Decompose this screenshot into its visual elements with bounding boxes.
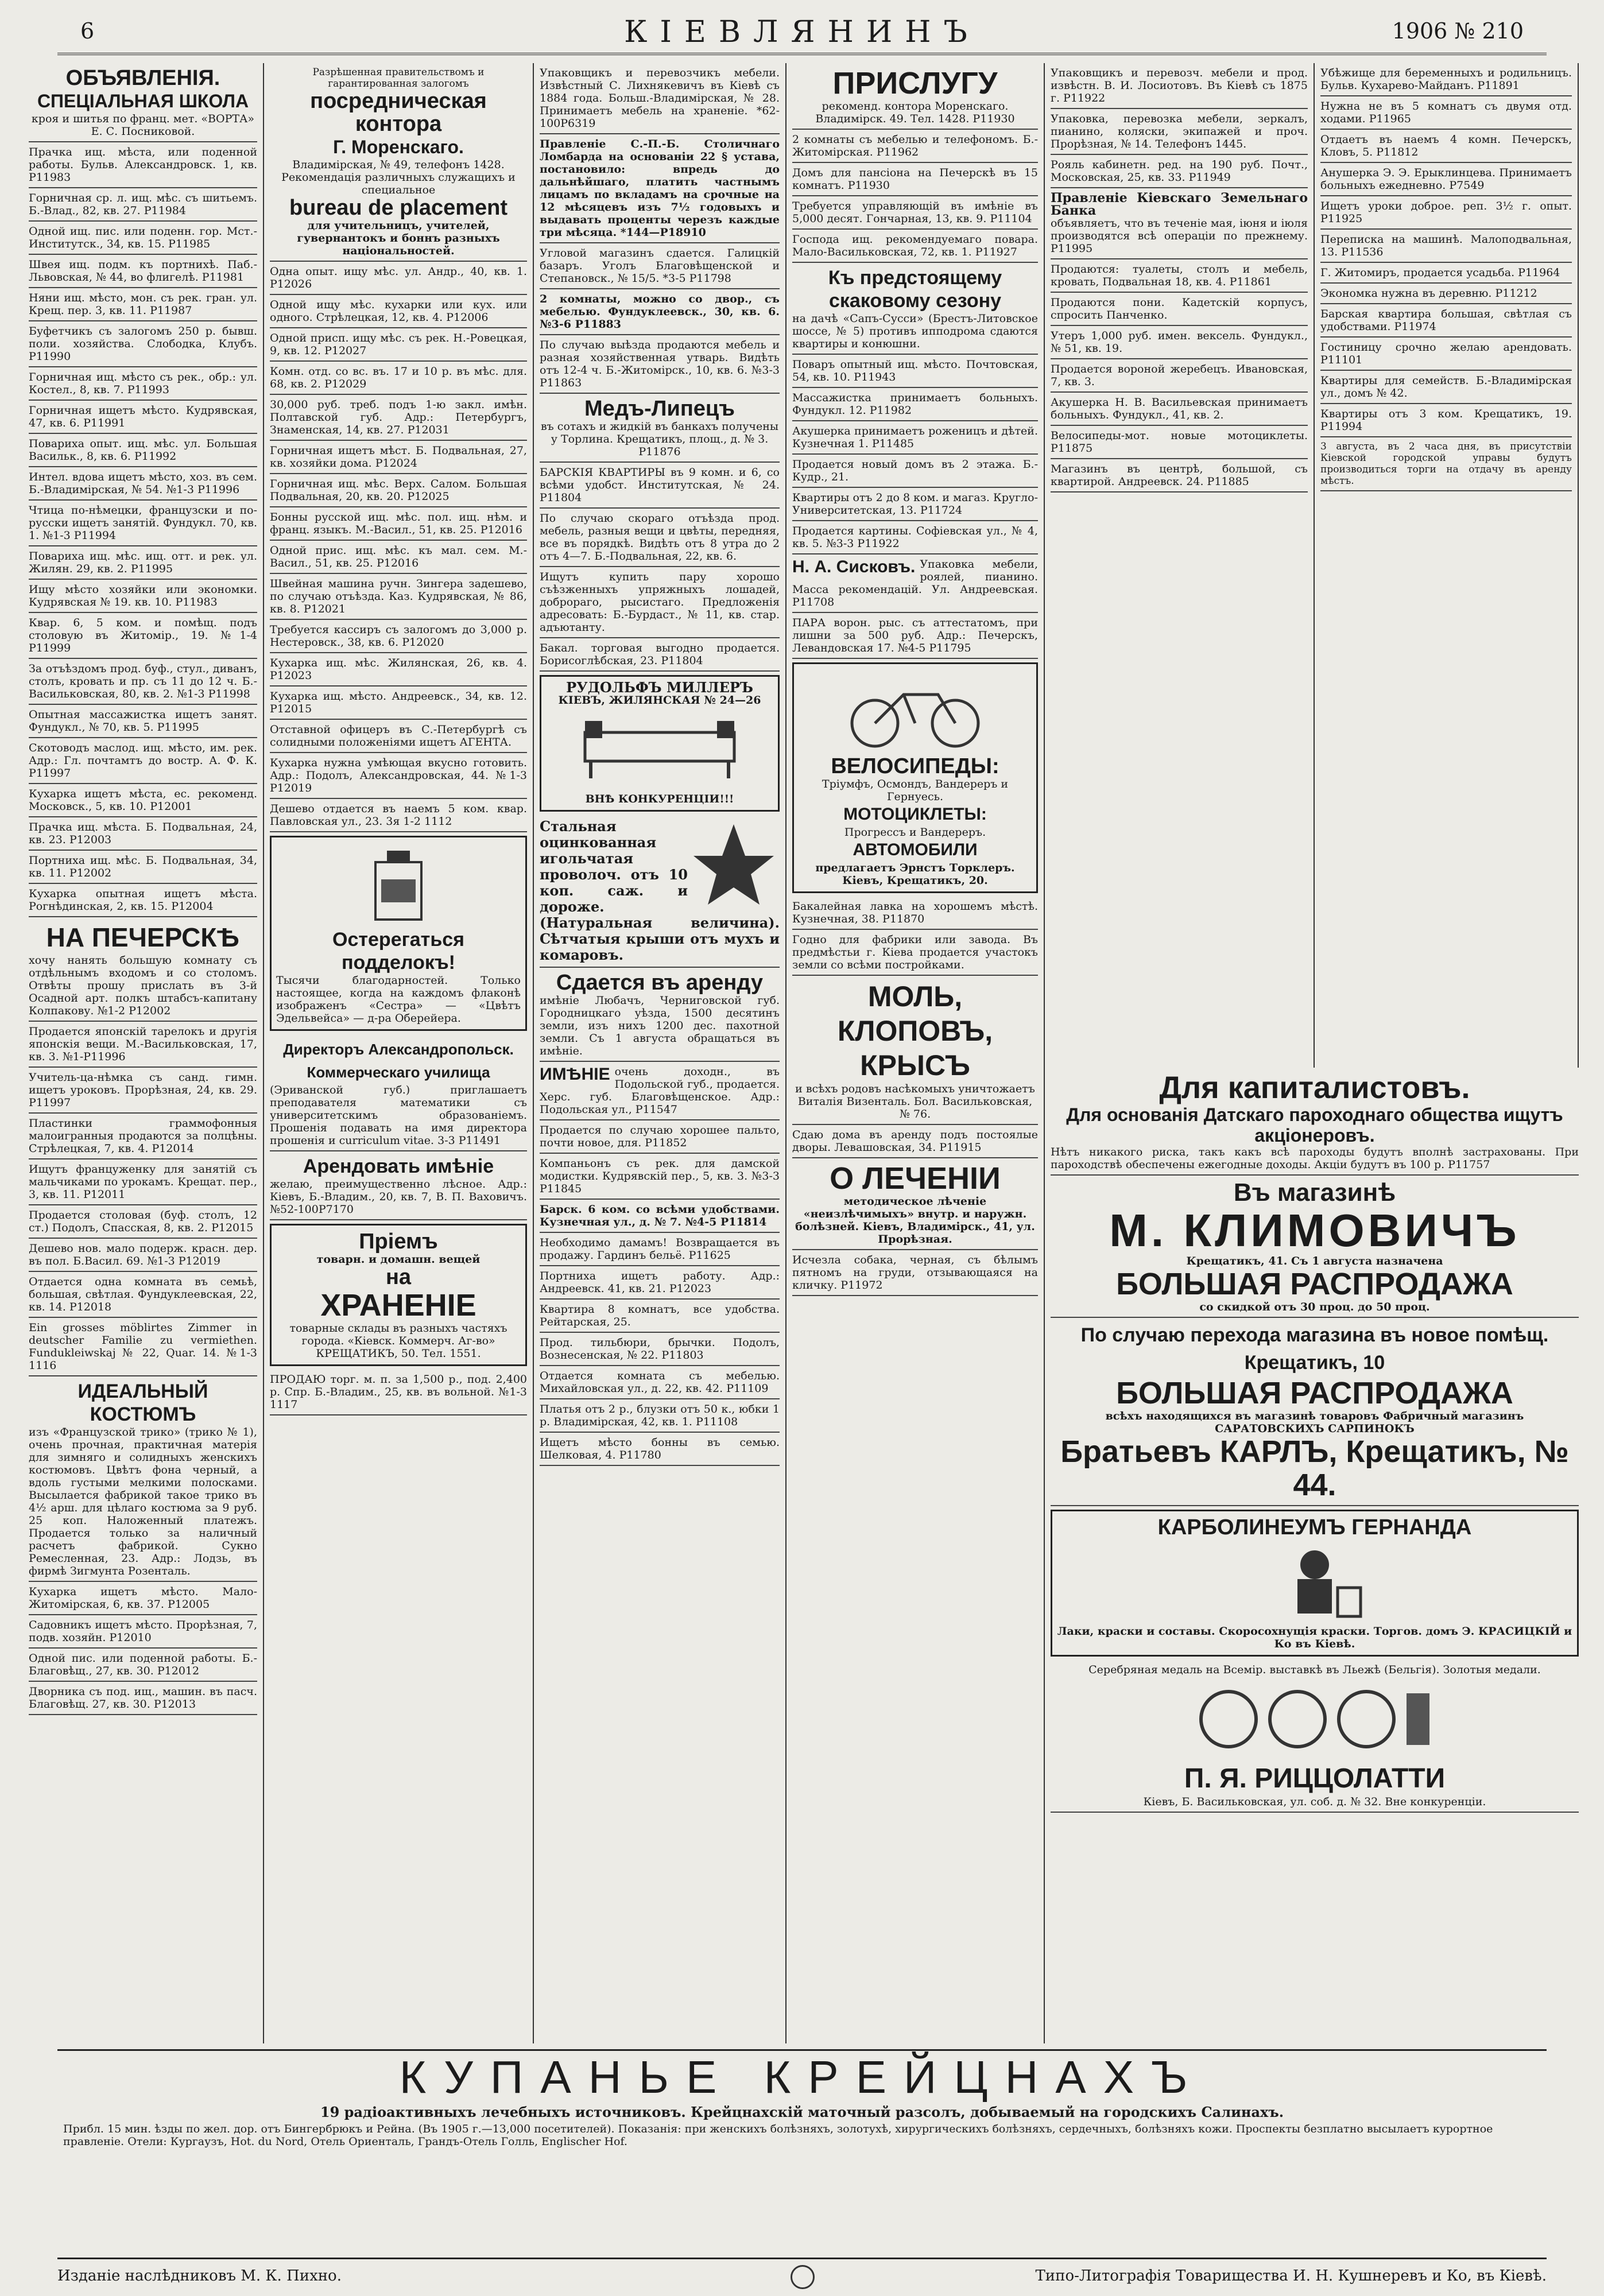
classified-ad: Барск. 6 ком. со всѣми удобствами. Кузнечная ул., д. № 7. №4-5 Р11814 [540,1200,780,1233]
classified-ad: Кухарка нужна умѣющая вкусно готовить. Адр.: Подолъ, Александровская, 44. №1-3 Р12019 [270,753,527,799]
footer-printer: Типо-Литографія Товарищества И. Н. Кушнеревъ и Ко, въ Кіевѣ. [1035,2267,1547,2285]
classified-ad: Одной ищу мѣс. кухарки или кух. или одного. Стрѣлецкая, 12, кв. 4. Р12006 [270,295,527,328]
move-text: По случаю перехода магазина въ новое помѣщ. Крещатикъ, 10 [1080,1324,1549,1374]
column-2 [264,63,534,2043]
classified-ad: Нужна не въ 5 комнатъ съ двумя отд. ходами. Р11965 [1320,96,1572,130]
classified-ad: По случаю скораго отъѣзда прод. мебель, разныя вещи и цвѣты, передняя, все въ порядкѣ. Видѣть отъ 8 утра до 2 отъ 4—7. Б.-Подвальная, 22, кв. 6. [540,509,780,567]
classified-ad: Повариха ищ. мѣс. ищ. отт. и рек. ул. Жилян. 29, кв. 2. Р11995 [29,546,257,580]
bank-text: объявляетъ, что въ теченіе мая, іюня и іюля производятся всѣ операціи по прежнему. Р11995 [1051,217,1308,255]
classified-ad: Отдаетъ въ наемъ 4 комн. Печерскъ, Кловъ, 5. Р11812 [1320,130,1572,163]
classified-ad: Кухарка опытная ищетъ мѣста. Рогнѣдинская, 2, кв. 15. Р12004 [29,884,257,917]
classified-ad: Горничная ищетъ мѣсто. Кудрявская, 47, кв. 6. Р11991 [29,401,257,434]
servant-title: ПРИСЛУГУ [832,66,998,100]
rent-title: Арендовать имѣніе [303,1155,494,1177]
moth-title: МОЛЬ, КЛОПОВЪ, КРЫСЪ [837,980,993,1081]
classified-ad: Сдаю дома въ аренду подъ постоялые дворы. Левашовская, 34. Р11915 [792,1125,1038,1158]
classified-ad: Одна опыт. ищу мѣс. ул. Андр., 40, кв. 1. Р12026 [270,262,527,295]
school-text: кроя и шитья по франц. мет. «ВОРТА» Е. С. Посниковой. [31,113,255,138]
emblem-icon [791,2265,815,2289]
classified-ad: Бонны русской ищ. мѣс. пол. ищ. нѣм. и франц. языкъ. М.-Васил., 51, кв. 25. Р12016 [270,507,527,541]
karbolineum-ad [1051,1510,1579,1657]
classified-ad: Повариха опыт. ищ. мѣс. ул. Большая Васильк., 8, кв. 6. Р11992 [29,434,257,467]
ritz-ad [1051,1660,1579,1813]
bicycle-illustration [799,669,1032,755]
classified-ad: Дворника съ под. ищ., машин. въ пасч. Благовѣщ. 27, кв. 30. Р12013 [29,1682,257,1715]
classified-ad: Дешево отдается въ наемъ 5 ком. квар. Павловская ул., 23. 3я 1-2 1112 [270,799,527,832]
classified-ad: Комн. отд. со вс. въ. 17 и 10 р. въ мѣс. для. 68, кв. 2. Р12029 [270,362,527,395]
classified-ad: Гостиницу срочно желаю арендовать. Р11101 [1320,338,1572,371]
classified-ad: Исчезла собака, черная, съ бѣлымъ пятномъ на груди, отзывающаяся на кличку. Р11972 [792,1250,1038,1296]
shop-pre: Въ магазинѣ [1233,1178,1396,1207]
classified-ad: Учитель-ца-нѣмка съ санд. гимн. ищетъ уроковъ. Прорѣзная, 24, кв. 29. Р11997 [29,1068,257,1114]
servant-text: рекоменд. контора Моренскаго. Владимірск. 49. Тел. 1428. Р11930 [815,100,1015,125]
bottle-illustration [276,842,521,928]
classified-ad: БАРСКІЯ КВАРТИРЫ въ 9 комн. и 6, со всѣми удобст. Институтская, № 24. Р11804 [540,463,780,509]
storage-text: товарные склады въ разныхъ частяхъ города. «Кіевск. Коммерч. Аг-во» КРЕЩАТИКЪ, 50. Тел. 1551. [289,1322,507,1360]
moto-title: МОТОЦИКЛЕТЫ: [843,805,987,824]
classified-ad: Одной ищ. пис. или поденн. гор. Мст.-Институтск., 34, кв. 15. Р11985 [29,222,257,255]
classified-ad: Горничная ищ. мѣс. Верх. Салом. Большая Подвальная, 20, кв. 20. Р12025 [270,474,527,507]
classified-ad: Прачка ищ. мѣста, или поденной работы. Бульв. Александровск. 1, кв. Р11983 [29,142,257,188]
storage-na: на [385,1265,412,1289]
classified-ad: Опытная массажистка ищетъ занят. Фундукл., № 70, кв. 5. Р11995 [29,705,257,738]
classified-ad: Кухарка ищ. мѣс. Жилянская, 26, кв. 4. Р12023 [270,653,527,687]
column-3 [534,63,786,2043]
classified-ad: Поваръ опытный ищ. мѣсто. Почтовская, 54, кв. 10. Р11943 [792,355,1038,388]
wide-ad-block [1051,1068,1579,2043]
classified-ad: Рояль кабинетн. ред. на 190 руб. Почт., Московская, 25, кв. 33. Р11949 [1051,155,1308,188]
siskov-text: Упаковка мебели, роялей, пианино. Масса рекомендацій. Ул. Андреевская. Р11708 [792,558,1038,608]
bottom-title: КУПАНЬЕ КРЕЙЦНАХЪ [399,2051,1205,2103]
ritz-title: П. Я. РИЦЦОЛАТТИ [1184,1763,1446,1794]
classified-ad: Садовникъ ищетъ мѣсто. Прорѣзная, 7, подв. хозяйн. Р12010 [29,1615,257,1649]
classified-ad: Продается столовая (буф. столъ, 12 ст.) Подолъ, Спасская, 8, кв. 2. Р12015 [29,1205,257,1239]
capital-sub: Для основанія Датскаго пароходнаго общества ищутъ акціонеровъ. [1066,1104,1563,1146]
classified-ad: Компаньонъ съ рек. для дамской модистки. Кудрявскій пер., 5, кв. 3. №3-3 Р11845 [540,1154,780,1200]
estate-title: ИМѢНІЕ [540,1065,610,1084]
auto-title: АВТОМОБИЛИ [853,840,978,859]
ads-list-1 [29,142,257,917]
classified-ad: Одной пис. или поденной работы. Б.-Благовѣщ., 27, кв. 30. Р12012 [29,1649,257,1682]
classified-ad: Горничная ищетъ мѣст. Б. Подвальная, 27, кв. хозяйки дома. Р12024 [270,441,527,474]
sale-big-2: БОЛЬШАЯ РАСПРОДАЖА [1116,1376,1513,1410]
newspaper-title: КІЕВЛЯНИНЪ [624,15,980,49]
school-title: СПЕЦІАЛЬНАЯ ШКОЛА [37,91,249,111]
wire-text: Стальная оцинкованная игольчатая проволоч. отъ 10 коп. саж. и дороже. (Натуральная величина). Сѣтчатыя крыши отъ мухъ и комаровъ. [540,818,780,963]
karl: Братьевъ КАРЛЪ, Крещатикъ, № 44. [1060,1434,1569,1502]
classified-ad: Требуется управляющій въ имѣніе въ 5,000 десят. Гончарная, 13, кв. 9. Р11104 [792,196,1038,230]
issue-number: 1906 № 210 [1392,18,1524,44]
honey-text: въ сотахъ и жидкій въ банкахъ получены у Торлина. Крещатикъ, площ., д. № 3. Р11876 [540,420,779,458]
classified-ad: Ищетъ уроки доброе. реп. 3½ г. опыт. Р11925 [1320,196,1572,230]
season-text: на дачѣ «Сапъ-Сусси» (Брестъ-Литовское шоссе, № 5) противъ ипподрома сдаются квартиры и конюшни. [792,312,1038,350]
classified-ad: Продается картины. Софіевская ул., № 4, кв. 5. №3-3 Р11922 [792,521,1038,554]
classified-ad: Кухарка ищ. мѣсто. Андреевск., 34, кв. 12. Р12015 [270,687,527,720]
storage-big: ХРАНЕНІЕ [320,1288,476,1322]
classified-ad: Продается по случаю хорошее пальто, почти новое, для. Р11852 [540,1120,780,1154]
contor-text: Владимірская, № 49, телефонъ 1428. Рекомендація различныхъ служащихъ и специальное [281,158,516,196]
ideal-text: изъ «Французской трико» (трико № 1), очень прочная, практичная матерія для зимняго и солидныхъ женскихъ костюмовъ. Цвѣтъ фона черный, а вдоль густыми мелкими полосками. Высылается фабрикой такое трико въ 4½ арш. для цѣлаго костюма за 9 руб. 25 коп. Наложенный платежъ. Продается только за наличный расчетъ фабрикой. Сукно Ремесленная, 23. Адр.: Лодзь, въ фирмѣ Зигмунта Розенталь. [29,1426,257,1577]
storage-title: Пріемъ [359,1230,438,1254]
medal-illustration [1051,1676,1579,1762]
classified-ad: Ищетъ мѣсто бонны въ семью. Шелковая, 4. Р11780 [540,1433,780,1466]
classified-ad: Бакалейная лавка на хорошемъ мѣстѣ. Кузнечная, 38. Р11870 [792,897,1038,930]
classified-ad: Кухарка ищетъ мѣсто. Мало-Житомірская, 6, кв. 37. Р12005 [29,1582,257,1615]
horses-text: ПАРА ворон. рыс. съ аттестатомъ, при лишни за 500 руб. Адр.: Печерскъ, Левандовская 17. №4-5 Р11795 [792,613,1038,659]
classified-ad: Швея ищ. подм. къ портнихѣ. Паб.-Львовская, № 44, во флигелѣ. Р11981 [29,255,257,288]
classified-ad: Анушерка Э. Э. Ерыклинцева. Принимаетъ больныхъ ежедневно. Р7549 [1320,163,1572,196]
moto-brands: Прогрессъ и Вандереръ. [844,826,986,839]
classified-ad: Необходимо дамамъ! Возвращается въ продажу. Гардинъ бельё. Р11625 [540,1233,780,1266]
auto-dealer: предлагаетъ Эрнстъ Торклеръ. Кіевъ, Крещатикъ, 20. [815,862,1015,887]
miller-ad [540,675,780,812]
classified-ad: По случаю выѣзда продаются мебель и разная хозяйственная утварь. Видѣть отъ 12-4 ч. Б.-Житомірск., 10, кв. 6. №3-3 Р11863 [540,335,780,394]
classified-ad: Горничная ищ. мѣсто съ рек., обр.: ул. Костел., 8, кв. 7. Р11993 [29,367,257,401]
bicycle-ad [792,662,1038,893]
classified-ad: Буфетчикъ съ залогомъ 250 р. бывш. поли. хозяйства. Слободка, Клубъ. Р11990 [29,321,257,367]
contor-name: Г. Моренскаго. [333,137,464,157]
bank-title: Правленіе Кіевскаго Земельнаго Банка [1051,191,1308,218]
classified-ad: Скотоводъ маслод. ищ. мѣсто, им. рек. Адр.: Гл. почтамтъ до востр. А. Ф. К. Р11997 [29,738,257,784]
karb-title: КАРБОЛИНЕУМЪ ГЕРНАНДА [1157,1515,1472,1539]
classified-ad: Квар. 6, 5 ком. и помѣщ. подъ столовую въ Житомір., 19. №1-4 Р11999 [29,613,257,659]
sale-sub-2: всѣхъ находящихся въ магазинѣ товаровъ Фабричный магазинъ САРАТОВСКИХЪ САРПИНОКЪ [1105,1410,1524,1435]
classified-ad: Няни ищ. мѣсто, мон. съ рек. гран. ул. Крещ. пер. 3, кв. 11. Р11987 [29,288,257,321]
capital-text: Нѣтъ никакого риска, такъ какъ всѣ пароходы будутъ вполнѣ застрахованы. При пароходствѣ обеспечены ежегодные доходы. Акціи будутъ въ 100 р. Р11757 [1051,1146,1579,1171]
classified-ad: Господа ищ. рекомендуемаго повара. Мало-Васильковская, 72, кв. 1. Р11927 [792,230,1038,263]
bureau-text: для учительницъ, учителей, гувернантокъ и боннъ разныхъ національностей. [297,219,500,257]
classified-ad: Чтица по-нѣмецки, французски и по-русски ищетъ занятій. Фундукл. 70, кв. 1. №1-3 Р11994 [29,501,257,546]
warning-text: Тысячи благодарностей. Только настоящее, когда на каждомъ флаконѣ изображенъ «Сестра» — «Цвѣтъ Эдельвейса» — д-ра Оберейера. [276,974,521,1025]
page-number: 6 [80,18,95,44]
classified-ad: Угловой магазинъ сдается. Галицкій базаръ. Уголъ Благовѣщенской и Степановск., № 15/5. *3-5 Р11798 [540,243,780,289]
classified-ad: Горничная ср. л. ищ. мѣс. съ шитьемъ. Б.-Влад., 82, кв. 27. Р11984 [29,188,257,222]
karb-text: Лаки, краски и составы. Скоросохнущія краски. Торгов. домъ Э. КРАСИЦКІЙ и Ко въ Кіевѣ. [1057,1625,1572,1650]
miller-addr: КІЕВЪ, ЖИЛЯНСКАЯ № 24—26 [558,694,761,707]
capital-title: Для капиталистовъ. [1159,1071,1470,1105]
lease-title: Сдается въ аренду [556,971,764,995]
bike-title: ВЕЛОСИПЕДЫ: [831,754,999,778]
classified-ad: Г. Житомиръ, продается усадьба. Р11964 [1320,263,1572,284]
bed-illustration [546,707,773,793]
storage-sub: товарн. и домашн. вещей [316,1253,481,1266]
classified-ad: Бакал. торговая выгодно продается. Борисоглѣбская, 23. Р11804 [540,638,780,672]
honey-title: Медъ-Липецъ [584,397,735,421]
warning-ad [270,836,527,1031]
contor-title: посредническая контора [310,89,487,136]
estate-text: очень доходн., въ Подольской губ., продается. Херс. губ. Благовѣщенское. Адр.: Подольская ул., Р11547 [540,1065,780,1116]
bottom-subtitle: 19 радіоактивныхъ лечебныхъ источниковъ. Крейцнахскій маточный разсолъ, добываемый на городскихъ Салинахъ. [320,2104,1284,2120]
classified-ad: Квартиры отъ 2 до 8 ком. и магаз. Кругло-Университетская, 13. Р11724 [792,488,1038,521]
section-title: ОБЪЯВЛЕНІЯ. [65,66,220,90]
classified-ad: Пластинки граммофонныя малоигранныя продаются за полцѣны. Стрѣлецкая, 7, кв. 4. Р12014 [29,1114,257,1159]
classified-ad: Ищутъ купить пару хорошо съѣзженныхъ упряжныхъ лошадей, доброраго, рысистаго. Предложенія адресовать: Б.-Бурдаст., № 11, кв. стар. адъютанту. [540,567,780,638]
worker-illustration [1057,1539,1572,1625]
permit-text: Разрѣшенная правительствомъ и гарантированная залогомъ [312,67,485,90]
bike-brands: Тріумфъ, Осмондъ, Вандереръ и Гернуесь. [822,778,1009,803]
classified-ad: Утеръ 1,000 руб. имен. вексель. Фундукл., № 51, кв. 19. [1051,326,1308,359]
bureau-title: bureau de placement [289,196,508,220]
lease-text: имѣніе Любачъ, Черниговской губ. Городницкаго уѣзда, 1500 десятинъ земли, изъ нихъ 1200 дес. пахотной земли. Съ 1 августа обращаться въ имѣніе. [540,994,780,1057]
classified-ad: 2 комнаты съ мебелью и телефономъ. Б.-Житомірская. Р11962 [792,130,1038,163]
health-text: методическое лѣченіе «неизлѣчимыхъ» внутр. и наружн. болѣзней. Кіевъ, Владимірск., 41, ул. Прорѣзная. [795,1195,1035,1246]
rent-text: желаю, преимущественно лѣсное. Адр.: Кіевъ, Б.-Владим., 20, кв. 7, В. П. Ваховичъ. №52-100Р7170 [270,1178,527,1216]
sale-text: ПРОДАЮ торг. м. п. за 1,500 р., под. 2,400 р. Спр. Б.-Владим., 25, кв. въ вольной. №1-3 1117 [270,1370,527,1415]
star-illustration [688,819,780,910]
bottom-text: Прибл. 15 мин. ѣзды по жел. дор. отъ Бингербрюкъ и Рейна. (Въ 1905 г.—13,000 посетителей). Показанія: при женскихъ болѣзняхъ, золотухѣ, хирургическихъ болѣзняхъ, сердечныхъ, болѣзняхъ кожи. Проспекты безплатно высылаетъ курортное правленіе. Отели: Кургаузъ, Hot. du Nord, Отель Ориенталь, Грандъ-Отель Голль, Englischer Hof. [63,2123,1493,2148]
classified-ad: Одной присп. ищу мѣс. съ рек. Н.-Ровецкая, 9, кв. 12. Р12027 [270,328,527,362]
footer-publisher: Изданіе наслѣдниковъ М. К. Пихно. [57,2267,342,2285]
shop-addr: Крещатикъ, 41. Съ 1 августа назначена [1186,1255,1443,1267]
classified-ad: Убѣжище для беременныхъ и родильницъ. Бульв. Кухарево-Майданъ. Р11891 [1320,63,1572,96]
classified-ad: Отставной офицеръ въ С.-Петербургѣ съ солидными положеніями ищетъ АГЕНТА. [270,720,527,753]
classified-ad: Портниха ищетъ работу. Адр.: Андреевск. 41, кв. 21. Р12023 [540,1266,780,1300]
footer [57,2267,1547,2290]
storage-ad [270,1224,527,1366]
pechersk-title: НА ПЕЧЕРСКѢ [46,922,240,952]
classified-ad: Переписка на машинѣ. Малоподвальная, 13. Р11536 [1320,230,1572,263]
classified-ad: Платья отъ 2 р., блузки отъ 50 к., юбки 1 р. Владимірская, 42, кв. 1. Р11108 [540,1399,780,1433]
bottom-banner-ad [57,2049,1547,2259]
classified-ad: Барская квартира большая, свѣтлая съ удобствами. Р11974 [1320,304,1572,338]
classified-ad: Акушерка принимаетъ роженицъ и дѣтей. Кузнечная 1. Р11485 [792,421,1038,455]
classified-ad: Кухарка ищетъ мѣста, ес. рекоменд. Московск., 5, кв. 10. Р12001 [29,784,257,817]
classified-ad: Прод. тильбюри, брычки. Подолъ, Вознесенская, № 22. Р11803 [540,1333,780,1366]
masthead [57,11,1547,55]
classified-ad: Портниха ищ. мѣс. Б. Подвальная, 34, кв. 11. Р12002 [29,851,257,884]
ideal-title: ИДЕАЛЬНЫЙ КОСТЮМЪ [78,1380,208,1425]
sale-big: БОЛЬШАЯ РАСПРОДАЖА [1116,1267,1513,1301]
director-title: Директоръ Александропольск. Коммерческаго училища [283,1041,514,1081]
classified-ad: Интел. вдова ищетъ мѣсто, хоз. въ сем. Б.-Владимірская, № 54. №1-3 Р11996 [29,467,257,501]
classified-ad: Отдается одна комната въ семьѣ, большая, свѣтлая. Фундуклеевская, 22, кв. 14. Р12018 [29,1272,257,1318]
classified-ad: Магазинъ въ центрѣ, большой, съ квартирой. Андреевск. 24. Р11885 [1051,459,1308,492]
classified-ad: Ein grosses möblirtes Zimmer in deutscher Familie zu vermiethen. Fundukleiwskaj № 22, Quar. 14. №1-3 1116 [29,1318,257,1376]
notice-text: 3 августа, въ 2 часа дня, въ присутствіи Кіевской городской управы будутъ производиться торги на отдачу въ аренду мѣстъ. [1320,437,1572,491]
wire-ad [540,815,780,968]
classified-ad: Правленіе С.-П.-Б. Столичнаго Ломбарда на основаніи 22 § устава, постановило: впредь до дальнѣйшаго, платить частнымъ лицамъ по вкладамъ на срочные на 12 мѣсяцевъ изъ 7½ годовыхъ и выдавать проценты черезъ каждые три мѣсяца. *144—Р18910 [540,134,780,243]
classified-ad: Акушерка Н. В. Васильевская принимаетъ больныхъ. Фундукл., 41, кв. 2. [1051,393,1308,426]
health-title: О ЛЕЧЕНІИ [830,1161,1001,1196]
classified-ad: Продается новый домъ въ 2 этажа. Б.-Кудр., 21. [792,455,1038,488]
classified-ad: Квартиры для семейств. Б.-Владимірская ул., домъ № 42. [1320,371,1572,404]
classified-ad: Продается вороной жеребецъ. Ивановская, 7, кв. 3. [1051,359,1308,393]
classified-ad: Дешево нов. мало подерж. красн. дер. въ пол. Б.Васил. 69. №1-3 Р12019 [29,1239,257,1272]
siskov-title: Н. А. Сисковъ. [792,557,916,576]
classified-ad: Квартира 8 комнатъ, все удобства. Рейтарская, 25. [540,1300,780,1333]
classified-ad: 30,000 руб. треб. подъ 1-ю закл. имѣн. Полтавской губ. Адр.: Петербургъ, Знаменская, 14, кв. 27. Р12031 [270,395,527,441]
classified-ad: Велосипеды-мот. новые мотоциклеты. Р11875 [1051,426,1308,459]
pechersk-text: хочу нанять большую комнату съ отдѣльнымъ входомъ и со столомъ. Отвѣты прошу прислать въ 3-й Осадной арт. полкъ штабсъ-капитану Колпакову. №1-2 Р12002 [29,954,257,1017]
director-text: (Эриванской губ.) приглашаетъ преподавателя математики съ университетскимъ образованіемъ. Прошенія подавать на имя директора прошенія и curriculum vitae. 3-3 Р11491 [270,1084,527,1147]
classified-ad: Продаются: туалеты, столъ и мебель, кровать, Подвальная 18, кв. 4. Р11861 [1051,259,1308,293]
classified-ad: Продается японскій тарелокъ и другія японскія вещи. М.-Васильковская, 17, кв. 3. №1-Р11996 [29,1022,257,1068]
shop-name: М. КЛИМОВИЧЪ [1109,1205,1520,1256]
medal-text: Серебряная медаль на Всемір. выставкѣ въ Льежѣ (Бельгія). Золотыя медали. [1088,1663,1541,1676]
classified-ad: Упаковщикъ и перевозч. мебели и прод. извѣстн. В. И. Лосиотовъ. Въ Кіевѣ съ 1875 г. Р11922 [1051,63,1308,109]
sale-discount: со скидкой отъ 30 проц. до 50 проц. [1199,1301,1430,1313]
classified-ad: 2 комнаты, можно со двор., съ мебелью. Фундуклеевск., 30, кв. 6. №3-6 Р11883 [540,289,780,335]
classified-ad: За отъѣздомъ прод. буф., стул., диванъ, столъ, кровать и пр. съ 11 до 12 ч. Б.-Васильковская, 80, кв. 2. №1-3 Р11998 [29,659,257,705]
column-1 [23,63,264,2043]
miller-note: ВНѢ КОНКУРЕНЦІИ!!! [585,793,734,805]
classified-ad: Годно для фабрики или завода. Въ предмѣстьи г. Кіева продается участокъ земли со всѣми постройками. [792,930,1038,976]
classified-ad: Упаковка, перевозка мебели, зеркалъ, пианино, коляски, экипажей и проч. Прорѣзная, № 14. Телефонъ 1445. [1051,109,1308,155]
classified-ad: Ищутъ француженку для занятій съ мальчиками по урокамъ. Крещат. пер., 3, кв. 11. Р12011 [29,1159,257,1205]
classified-ad: Одной прис. ищ. мѣс. къ мал. сем. М.-Васил., 51, кв. 25. Р12016 [270,541,527,574]
classified-ad: Продаются пони. Кадетскій корпусъ, спросить Панченко. [1051,293,1308,326]
classified-ad: Швейная машина ручн. Зингера задешево, по случаю отъѣзда. Каз. Кудрявская, № 86, кв. 8. Р12021 [270,574,527,620]
ritz-text: Кіевъ, Б. Васильковская, ул. соб. д. № 32. Вне конкуренціи. [1143,1795,1486,1808]
classified-ad: Отдается комната съ мебелью. Михайловская ул., д. 22, кв. 42. Р11109 [540,1366,780,1399]
column-4 [786,63,1045,2043]
classified-ad: Упаковщикъ и перевозчикъ мебели. Извѣстный С. Лихнякевичъ въ Кіевѣ съ 1884 года. Больш.-Владимірская, № 28. Принимаетъ мебель на храненіе. *62-100Р6319 [540,63,780,134]
miller-title: РУДОЛЬФЪ МИЛЛЕРЪ [566,679,753,696]
classified-ad: Экономка нужна въ деревню. Р11212 [1320,284,1572,304]
moth-text: и всѣхъ родовъ насѣкомыхъ уничтожаетъ Виталія Визенталь. Бол. Васильковская, № 76. [795,1083,1035,1120]
classified-ad: Квартиры отъ 3 ком. Крещатикъ, 19. Р11994 [1320,404,1572,437]
classified-ad: Ищу мѣсто хозяйки или экономки. Кудрявская № 19. кв. 10. Р11983 [29,580,257,613]
classified-ad: Домъ для пансіона на Печерскѣ въ 15 комнатъ. Р11930 [792,163,1038,196]
classified-ad: Массажистка принимаетъ больныхъ. Фундукл. 12. Р11982 [792,388,1038,421]
classified-ad: Прачка ищ. мѣста. Б. Подвальная, 24, кв. 23. Р12003 [29,817,257,851]
classified-ad: Требуется кассиръ съ залогомъ до 3,000 р. Нестеровск., 38, кв. 6. Р12020 [270,620,527,653]
warning-title: Остерегаться подделокъ! [332,929,464,974]
season-title: Къ предстоящему скаковому сезону [828,267,1002,312]
